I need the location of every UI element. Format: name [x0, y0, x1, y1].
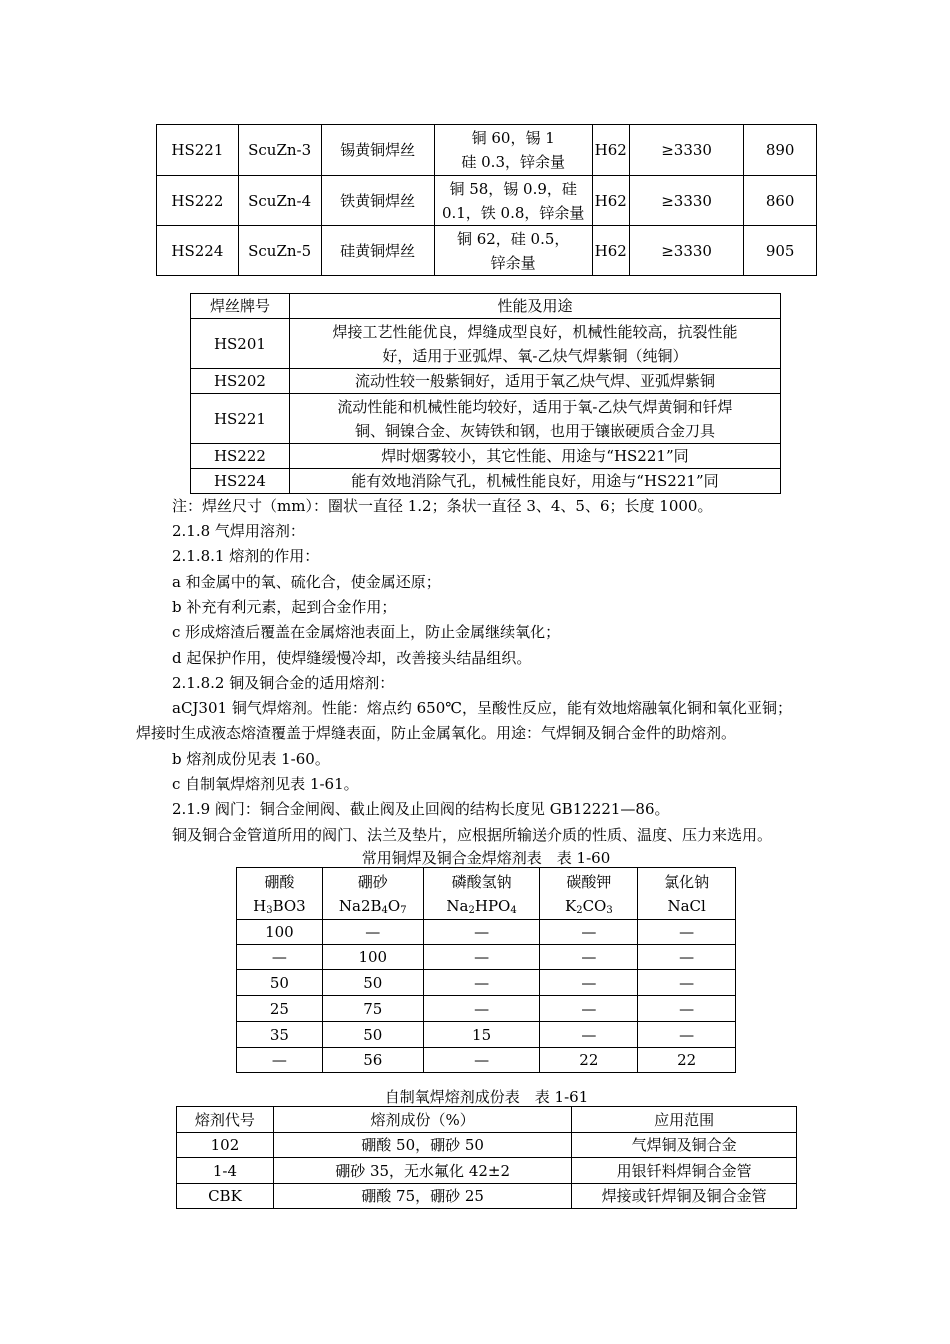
- table-cell: —: [638, 1022, 736, 1048]
- column-header: 熔剂成份（%）: [273, 1107, 572, 1133]
- table-cell: 硼砂 35，无水氟化 42±2: [273, 1158, 572, 1184]
- wire-name: 硅黄铜焊丝: [321, 226, 434, 276]
- wire-code: HS224: [191, 469, 290, 494]
- list-item: d 起保护作用，使焊缝缓慢冷却，改善接头结晶组织。: [172, 649, 532, 667]
- section-heading: 2.1.9 阀门：铜合金闸阀、截止阀及止回阀的结构长度见 GB12221—86。: [172, 800, 670, 818]
- note-text: 注：焊丝尺寸（mm）：圈状一直径 1.2；条状一直径 3、4、5、6；长度 1000。: [172, 497, 713, 515]
- table-cell: —: [540, 920, 638, 945]
- column-header: 性能及用途: [289, 294, 780, 319]
- self-made-flux-table: [176, 1106, 797, 1209]
- table-cell: 35: [237, 1022, 323, 1048]
- list-item: b 补充有利元素，起到合金作用；: [172, 598, 397, 616]
- section-heading: 2.1.8 气焊用溶剂：: [172, 522, 305, 540]
- table-cell: 用银钎料焊铜合金管: [572, 1158, 797, 1184]
- column-header: 碳酸钾 $K_2CO_3$: [540, 868, 638, 920]
- table-cell: 硼酸 75，硼砂 25: [273, 1184, 572, 1209]
- table-row: [237, 945, 736, 970]
- table-cell: —: [423, 1048, 540, 1073]
- table-row: [237, 920, 736, 945]
- table-cell: —: [638, 970, 736, 996]
- table-cell: —: [322, 920, 423, 945]
- wire-code: HS221: [157, 125, 239, 176]
- wire-strength: ≥3330: [629, 226, 743, 276]
- wire-code: HS222: [191, 444, 290, 469]
- list-item: a 和金属中的氧、硫化合，使金属还原；: [172, 573, 441, 591]
- flux-table: [236, 867, 736, 1073]
- list-item: c 自制氧焊熔剂见表 1-61。: [172, 775, 359, 793]
- wire-composition: 铜 60，锡 1 硅 0.3，锌余量: [434, 125, 592, 176]
- table-header-row: [191, 294, 781, 319]
- table-cell: —: [423, 996, 540, 1022]
- table-cell: —: [540, 996, 638, 1022]
- table-cell: 50: [237, 970, 323, 996]
- paragraph-text: 铜及铜合金管道所用的阀门、法兰及垫片，应根据所输送介质的性质、温度、压力来选用。: [172, 826, 773, 844]
- table-cell: —: [540, 1022, 638, 1048]
- table-cell: —: [540, 970, 638, 996]
- wire-type: ScuZn-5: [238, 226, 321, 276]
- column-header: 熔剂代号: [177, 1107, 274, 1133]
- table-header-row: [237, 868, 736, 920]
- column-header: 硼酸 $H_3BO3$: [237, 868, 323, 920]
- table-cell: 22: [638, 1048, 736, 1073]
- table-cell: 100: [237, 920, 323, 945]
- table-row: [177, 1133, 797, 1158]
- paragraph-text: aCJ301 铜气焊熔剂。性能：熔点约 650℃，呈酸性反应，能有效地熔融氧化铜和氧化亚铜；: [172, 699, 793, 717]
- table-cell: 气焊铜及铜合金: [572, 1133, 797, 1158]
- list-item: c 形成熔渣后覆盖在金属熔池表面上，防止金属继续氧化；: [172, 623, 561, 641]
- usage-table: [190, 293, 781, 494]
- table-cell: —: [237, 1048, 323, 1073]
- section-heading: 2.1.8.2 铜及铜合金的适用熔剂：: [172, 674, 395, 692]
- table-row: [191, 444, 781, 469]
- table-row: [237, 1048, 736, 1073]
- table-cell: 50: [322, 970, 423, 996]
- table-cell: 102: [177, 1133, 274, 1158]
- table-cell: —: [540, 945, 638, 970]
- table-cell: —: [423, 970, 540, 996]
- wire-type: ScuZn-4: [238, 176, 321, 226]
- wire-name: 锡黄铜焊丝: [321, 125, 434, 176]
- table-cell: —: [423, 920, 540, 945]
- wire-name: 铁黄铜焊丝: [321, 176, 434, 226]
- table-cell: —: [237, 945, 323, 970]
- table-cell: —: [638, 920, 736, 945]
- table-cell: —: [423, 945, 540, 970]
- table-header-row: [177, 1107, 797, 1133]
- wire-code: HS201: [191, 319, 290, 369]
- wire-temperature: 905: [744, 226, 817, 276]
- table-row: [191, 319, 781, 369]
- section-heading: 2.1.8.1 熔剂的作用：: [172, 547, 320, 565]
- wire-strength: ≥3330: [629, 176, 743, 226]
- wire-code: HS202: [191, 369, 290, 394]
- wire-standard: H62: [592, 176, 629, 226]
- table-cell: 50: [322, 1022, 423, 1048]
- list-item: b 熔剂成份见表 1-60。: [172, 750, 330, 768]
- wire-strength: ≥3330: [629, 125, 743, 176]
- wire-code: HS222: [157, 176, 239, 226]
- usage-text: 焊时烟雾较小，其它性能、用途与“HS221”同: [289, 444, 780, 469]
- table-cell: 56: [322, 1048, 423, 1073]
- usage-text: 流动性能和机械性能均较好，适用于氧-乙炔气焊黄铜和钎焊 铜、铜镍合金、灰铸铁和钢，也用于镶嵌硬质合金刀具: [289, 394, 780, 444]
- wire-table: [156, 124, 817, 276]
- table-cell: 焊接或钎焊铜及铜合金管: [572, 1184, 797, 1209]
- table-row: [237, 996, 736, 1022]
- column-header: 硼砂 $Na2B_4O_7$: [322, 868, 423, 920]
- table-row: [237, 1022, 736, 1048]
- table-row: [157, 226, 817, 276]
- usage-text: 流动性较一般紫铜好，适用于氧乙炔气焊、亚弧焊紫铜: [289, 369, 780, 394]
- column-header: 磷酸氢钠 $Na_2HPO_4$: [423, 868, 540, 920]
- table-caption: 常用铜焊及铜合金焊熔剂表 表 1-60: [361, 849, 611, 867]
- table-row: [191, 469, 781, 494]
- table-row: [157, 176, 817, 226]
- table-cell: 22: [540, 1048, 638, 1073]
- table-cell: 100: [322, 945, 423, 970]
- usage-text: 焊接工艺性能优良，焊缝成型良好，机械性能较高，抗裂性能 好，适用于亚弧焊、氧-乙炔气焊紫铜（纯铜）: [289, 319, 780, 369]
- table-cell: 硼酸 50，硼砂 50: [273, 1133, 572, 1158]
- table-cell: 25: [237, 996, 323, 1022]
- table-row: [191, 369, 781, 394]
- wire-standard: H62: [592, 226, 629, 276]
- paragraph-text: 焊接时生成液态熔渣覆盖于焊缝表面，防止金属氧化。用途：气焊铜及铜合金件的助熔剂。: [136, 724, 737, 742]
- table-row: [237, 970, 736, 996]
- table-cell: —: [638, 945, 736, 970]
- column-header: 应用范围: [572, 1107, 797, 1133]
- wire-code: HS224: [157, 226, 239, 276]
- wire-composition: 铜 62，硅 0.5， 锌余量: [434, 226, 592, 276]
- table-row: [191, 394, 781, 444]
- wire-temperature: 890: [744, 125, 817, 176]
- table-cell: CBK: [177, 1184, 274, 1209]
- table-row: [177, 1158, 797, 1184]
- usage-text: 能有效地消除气孔，机械性能良好，用途与“HS221”同: [289, 469, 780, 494]
- table-cell: 75: [322, 996, 423, 1022]
- table-caption: 自制氧焊熔剂成份表 表 1-61: [384, 1088, 589, 1106]
- table-row: [177, 1184, 797, 1209]
- table-cell: 15: [423, 1022, 540, 1048]
- column-header: 焊丝牌号: [191, 294, 290, 319]
- wire-code: HS221: [191, 394, 290, 444]
- table-cell: —: [638, 996, 736, 1022]
- wire-standard: H62: [592, 125, 629, 176]
- wire-composition: 铜 58，锡 0.9，硅 0.1，铁 0.8，锌余量: [434, 176, 592, 226]
- table-cell: 1-4: [177, 1158, 274, 1184]
- wire-type: ScuZn-3: [238, 125, 321, 176]
- column-header: 氯化钠 NaCl: [638, 868, 736, 920]
- table-row: [157, 125, 817, 176]
- wire-temperature: 860: [744, 176, 817, 226]
